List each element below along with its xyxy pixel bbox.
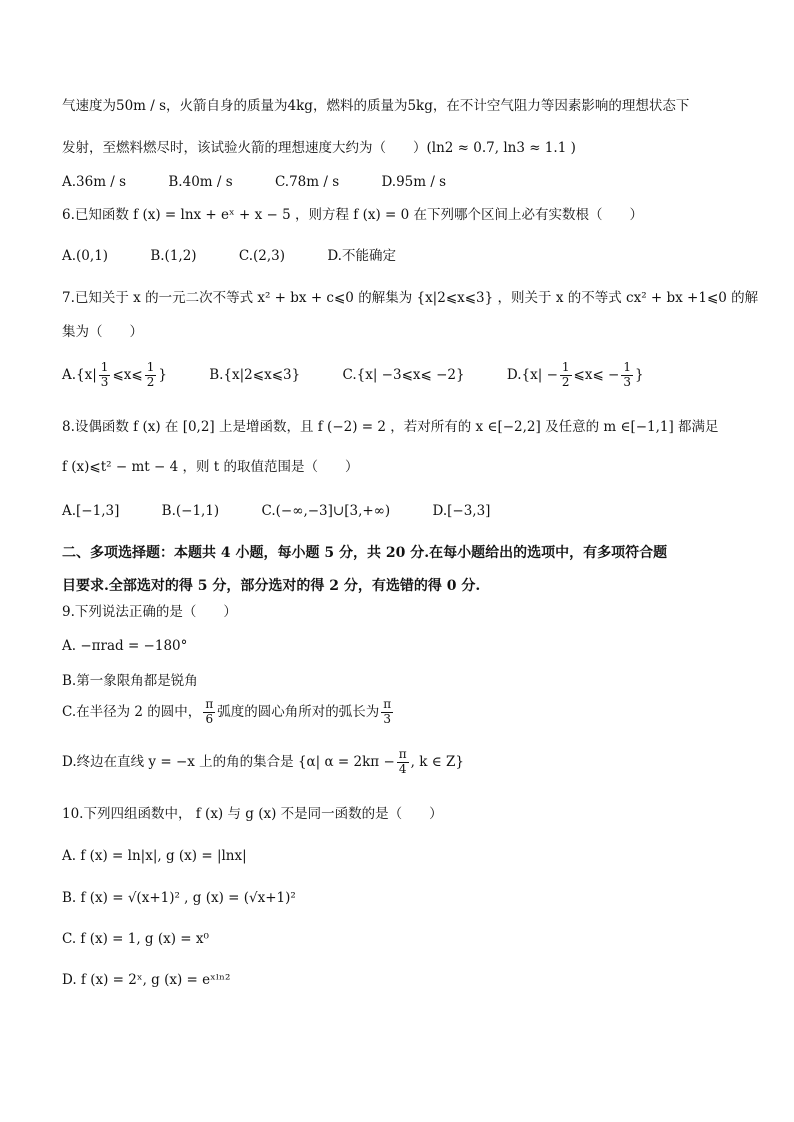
fraction: $\frac{\pi}{6}$ bbox=[205, 697, 214, 726]
q6-option-d: D.不能确定 bbox=[327, 248, 396, 264]
q8-options bbox=[62, 505, 490, 519]
fraction: $\frac{1}{3}$ bbox=[100, 360, 109, 389]
q8-option-c: C.(−∞,−3]∪[3,+∞) bbox=[261, 503, 391, 519]
q7-option-c: C.{x| −3⩽x⩽ −2} bbox=[342, 366, 465, 383]
fraction: $\frac{1}{3}$ bbox=[623, 360, 632, 389]
q7-option-d: D.{x| − $\frac{1}{2}$ ⩽x⩽ − $\frac{1}{3}$ } bbox=[506, 360, 644, 389]
fraction: $\frac{\pi}{3}$ bbox=[383, 697, 392, 726]
q6-stem: 6.已知函数 f (x) = lnx + eˣ + x − 5 ，则方程 f (x) = 0 在下列哪个区间上必有实数根（ ） bbox=[62, 207, 644, 223]
q5-option-b: B.40m / s bbox=[168, 174, 233, 190]
q9-option-c: C.在半径为 2 的圆中， $\frac{\pi}{6}$ 弧度的圆心角所对的弧长为 $\frac{\pi}{3}$ bbox=[62, 697, 392, 726]
q6-option-b: B.(1,2) bbox=[150, 248, 197, 264]
q10-option-d: D. f (x) = 2ˣ, g (x) = eˣˡⁿ² bbox=[62, 972, 231, 988]
q7-options bbox=[62, 361, 644, 390]
q8-line2: f (x)⩽t² − mt − 4 ，则 t 的取值范围是（ ） bbox=[62, 459, 359, 475]
q5-option-d: D.95m / s bbox=[381, 174, 447, 190]
q7-option-a: A.{x| $\frac{1}{3}$ ⩽x⩽ $\frac{1}{2}$ } bbox=[62, 360, 167, 389]
q7-option-b: B.{x|2⩽x⩽3} bbox=[209, 366, 301, 383]
q9-option-a: A. −πrad = −180° bbox=[62, 638, 188, 654]
q8-line1: 8.设偶函数 f (x) 在 [0,2] 上是增函数，且 f (−2) = 2 ，若对所有的 x ∈[−2,2] 及任意的 m ∈[−1,1] 都满足 bbox=[62, 419, 719, 435]
q7-line2: 集为（ ） bbox=[62, 324, 143, 340]
q10-option-b: B. f (x) = √(x+1)² , g (x) = (√x+1)² bbox=[62, 890, 296, 906]
fraction: $\frac{1}{2}$ bbox=[146, 360, 155, 389]
q6-option-c: C.(2,3) bbox=[238, 248, 286, 264]
fraction: $\frac{1}{2}$ bbox=[561, 360, 570, 389]
q8-option-b: B.(−1,1) bbox=[161, 503, 220, 519]
fraction: $\frac{\pi}{4}$ bbox=[398, 747, 407, 776]
q5-options bbox=[62, 176, 446, 190]
q8-option-a: A.[−1,3] bbox=[62, 503, 120, 519]
section2-line1: 二、多项选择题：本题共 4 小题，每小题 5 分，共 20 分.在每小题给出的选项中，有多项符合题 bbox=[62, 545, 668, 561]
q6-option-a: A.(0,1) bbox=[62, 248, 109, 264]
q9-option-b: B.第一象限角都是锐角 bbox=[62, 673, 198, 689]
q5-option-c: C.78m / s bbox=[274, 174, 340, 190]
q10-option-a: A. f (x) = ln|x|, g (x) = |lnx| bbox=[62, 848, 247, 864]
q8-option-d: D.[−3,3] bbox=[432, 503, 491, 519]
section2-line2: 目要求.全部选对的得 5 分，部分选对的得 2 分，有选错的得 0 分. bbox=[62, 578, 481, 594]
q9-option-d: D.终边在直线 y = −x 上的角的集合是 {α| α = 2kπ − $\frac{\pi}{4}$ , k ∈ Z} bbox=[62, 747, 464, 776]
q10-option-c: C. f (x) = 1, g (x) = x⁰ bbox=[62, 931, 209, 947]
q9-stem: 9.下列说法正确的是（ ） bbox=[62, 604, 237, 620]
q5-option-a: A.36m / s bbox=[62, 174, 127, 190]
q5-line1: 气速度为50m / s，火箭自身的质量为4kg，燃料的质量为5kg，在不计空气阻力等因素影响的理想状态下 bbox=[62, 98, 690, 114]
q7-line1: 7.已知关于 x 的一元二次不等式 x² + bx + c⩽0 的解集为 {x|2⩽x⩽3} ，则关于 x 的不等式 cx² + bx +1⩽0 的解 bbox=[62, 290, 759, 306]
q6-options bbox=[62, 250, 396, 264]
q10-stem: 10.下列四组函数中， f (x) 与 g (x) 不是同一函数的是（ ） bbox=[62, 806, 443, 822]
q5-line2: 发射，至燃料燃尽时，该试验火箭的理想速度大约为（ ）(ln2 ≈ 0.7, ln3 ≈ 1.1 ) bbox=[62, 140, 576, 156]
